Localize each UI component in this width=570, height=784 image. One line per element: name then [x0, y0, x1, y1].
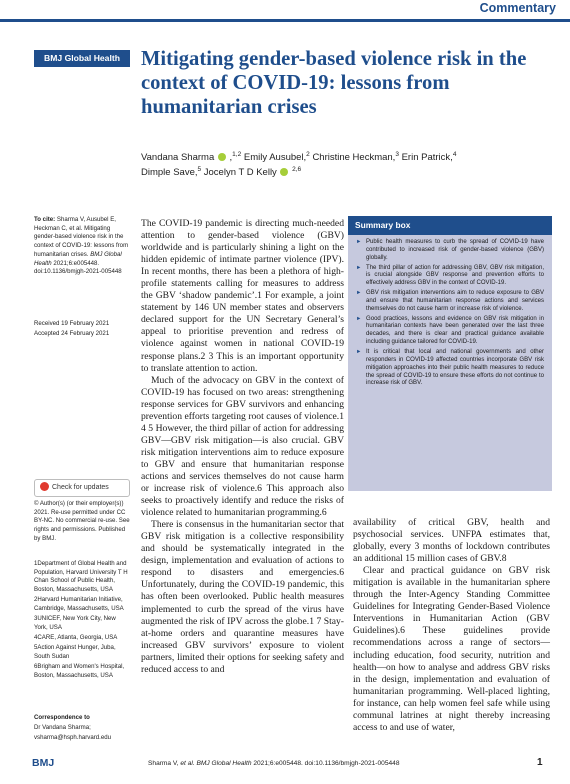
- article-title: Mitigating gender-based violence risk in the context of COVID-19: lessons from humanitarian crises: [141, 48, 527, 118]
- summary-item: ► GBV risk mitigation interventions aim to reduce exposure to GBV and ensure that humanitarian response actions and services themselves do not cause harm or increase risk of violence.: [356, 290, 544, 314]
- correspondence-heading: Correspondence to: [34, 714, 90, 721]
- body-column-left: [141, 218, 344, 676]
- footer-cite-etal: et al. BMJ Global Health: [180, 760, 252, 767]
- body-paragraph: There is consensus in the humanitarian sector that GBV risk mitigation is a collective responsibility and should be systematically integrated in the design, implementation and evaluation of actions to respond to disasters and emergencies.6 Unfortunately, during the COVID-19 pandemic, this has often been overlooked. Public health measures implemented to curb the spread of the virus have augmented the risk of IPV across the globe.1 7 Stay-at-home orders and quarantine measures have increased GBV survivors’ exposure to violent partners, limited their options for seeking safety and reduced access to and: [141, 519, 344, 675]
- summary-box: [348, 216, 552, 491]
- footer-cite-pre: Sharma V,: [148, 760, 179, 767]
- citation-block: [34, 216, 130, 278]
- orcid-icon[interactable]: [218, 153, 226, 161]
- author-name: Dimple Save,: [141, 167, 198, 178]
- header-rule: [0, 19, 570, 22]
- body-paragraph: availability of critical GBV, health and psychosocial services. UNFPA estimates that, globally, every 3 months of lockdown contributes an additional 15 million cases of GBV.8: [353, 517, 550, 565]
- author-affiliation-sup: 2: [306, 150, 310, 158]
- summary-item: ► The third pillar of action for addressing GBV, GBV risk mitigation, is crucial alongside GBV response and prevention efforts to effectively address GBV in the context of COVID-19.: [356, 265, 544, 289]
- cite-text: Sharma V, Ausubel E, Heckman C, et al. Mitigating gender-based violence risk in the context of COVID-19: lessons from humanitarian crises.: [34, 216, 129, 258]
- cite-journal: BMJ Global Health: [34, 250, 122, 267]
- license-text: © Author(s) (or their employer(s)) 2021. Re-use permitted under CC BY-NC. No commercial re-use. See rights and permissions. Published by BMJ.: [34, 500, 130, 542]
- footer-citation: [148, 760, 400, 767]
- affiliation-item: 2Harvard Humanitarian Initiative, Cambridge, Massachusetts, USA: [34, 596, 124, 613]
- affiliation-item: 4CARE, Atlanta, Georgia, USA: [34, 634, 118, 642]
- cite-ref: 2021;6:e005448. doi:10.1136/bmjgh-2021-005448: [34, 259, 122, 276]
- check-updates-label: Check for updates: [52, 484, 109, 491]
- affiliation-item: 5Action Against Hunger, Juba, South Sudan: [34, 644, 116, 661]
- received-date: Received 19 February 2021: [34, 320, 110, 327]
- affiliations: [34, 560, 130, 682]
- section-header: [0, 0, 570, 22]
- body-paragraph: Clear and practical guidance on GBV risk mitigation is available in the humanitarian sphere through the Inter-Agency Standing Committee Guidelines for Integrating Gender-Based Violence Interventions in Humanitarian Action (GBV Guidelines).6 These guidelines provide recommendations across a range of sectors—including education, food security, nutrition and health—on how to analyse and address GBV risks in the design, implementation and evaluation of humanitarian programming. Well-placed lighting, for instance, can help women feel safe while using communal latrines at night thereby increasing access to and use of water,: [353, 565, 550, 733]
- author-affiliation-sup: 2,6: [292, 165, 302, 173]
- article-dates: [34, 320, 130, 340]
- author-affiliation-sup: 1,2: [232, 150, 242, 158]
- correspondence: [34, 714, 130, 745]
- author-name: Erin Patrick,: [401, 152, 453, 163]
- author-affiliation-sup: 4: [452, 150, 457, 158]
- journal-badge: BMJ Global Health: [34, 50, 130, 67]
- correspondence-name: Dr Vandana Sharma;: [34, 724, 91, 732]
- accepted-date: Accepted 24 February 2021: [34, 330, 110, 338]
- summary-item: ► It is critical that local and national governments and other responders in COVID-19 affected countries incorporate GBV risk mitigation approaches into their public health measures to reduce the spread of COVID-19 to ensure these efforts do not continue to increase risk of GBV.: [356, 349, 544, 388]
- summary-item: ► Public health measures to curb the spread of COVID-19 have contributed to increased risk of gender-based violence (GBV) globally.: [356, 239, 544, 263]
- correspondence-email[interactable]: vsharma@hsph.harvard.edu: [34, 734, 111, 742]
- summary-heading: Summary box: [348, 216, 552, 235]
- check-updates-icon: [40, 482, 49, 491]
- affiliation-item: 3UNICEF, New York City, New York, USA: [34, 615, 116, 631]
- author-name: Vandana Sharma: [141, 152, 215, 163]
- license-statement: [34, 500, 130, 545]
- summary-list: [348, 235, 552, 388]
- summary-item: ► Good practices, lessons and evidence on GBV risk mitigation in humanitarian contexts have been generated over the last three decades, and there is clear and practical guidance available including guidance tailored for COVID-19.: [356, 316, 544, 347]
- author-affiliation-sup: 3: [395, 150, 399, 158]
- orcid-icon[interactable]: [280, 168, 288, 176]
- bmj-logo: BMJ: [32, 757, 55, 769]
- body-paragraph: The COVID-19 pandemic is directing much-needed attention to gender-based violence (GBV) worldwide and is particularly shining a light on the hidden epidemic of intimate partner violence (IPV). In recent months, there has been a plethora of high-profile statements calling for measures to address the GBV ‘shadow pandemic’.1 For example, a joint statement by 146 UN member states and observers declared support for the UN Secretary General’s appeal to prioritise prevention and redress of violence against women in national COVID-19 response plans.2 3 This is an important opportunity to translate attention to action.: [141, 218, 344, 374]
- page-number: 1: [537, 757, 543, 768]
- section-label: Commentary: [479, 1, 556, 15]
- affiliation-item: 6Brigham and Women's Hospital, Boston, Massachusetts, USA: [34, 663, 125, 679]
- body-column-right: [353, 517, 550, 734]
- footer-cite-post: 2021;6:e005448. doi:10.1136/bmjgh-2021-005448: [253, 760, 400, 767]
- body-paragraph: Much of the advocacy on GBV in the context of COVID-19 has focused on two areas: strengthening response services for GBV survivors and enhancing prevention efforts targeting root causes of violence.1 4 5 However, the third pillar of action for addressing GBV—GBV risk mitigation—is also crucial. GBV risk mitigation interventions aim to reduce exposure to GBV and ensure that humanitarian response actions and services themselves do not cause harm or increase risk of violence.6 This approach also seeks to proactively identify and reduce the risks of violence related to humanitarian programming.6: [141, 374, 344, 519]
- check-for-updates-button[interactable]: [34, 479, 130, 497]
- cite-label: To cite:: [34, 216, 56, 223]
- author-name: Emily Ausubel,: [243, 152, 307, 163]
- author-name: Christine Heckman,: [312, 152, 396, 163]
- author-list: Vandana Sharma ,$^{1,2}$ Emily Ausubel,$^2$ Christine Heckman,$^3$ Erin Patrick,$^4$ Dimple Save,$^5$ Jocelyn T D Kelly $^{2,6}$: [141, 150, 457, 178]
- affiliation-item: 1Department of Global Health and Population, Harvard University T H Chan School of Public Health, Boston, Massachusetts, USA: [34, 560, 128, 594]
- author-affiliation-sup: 5: [197, 165, 202, 173]
- author-name: Jocelyn T D Kelly: [203, 167, 277, 178]
